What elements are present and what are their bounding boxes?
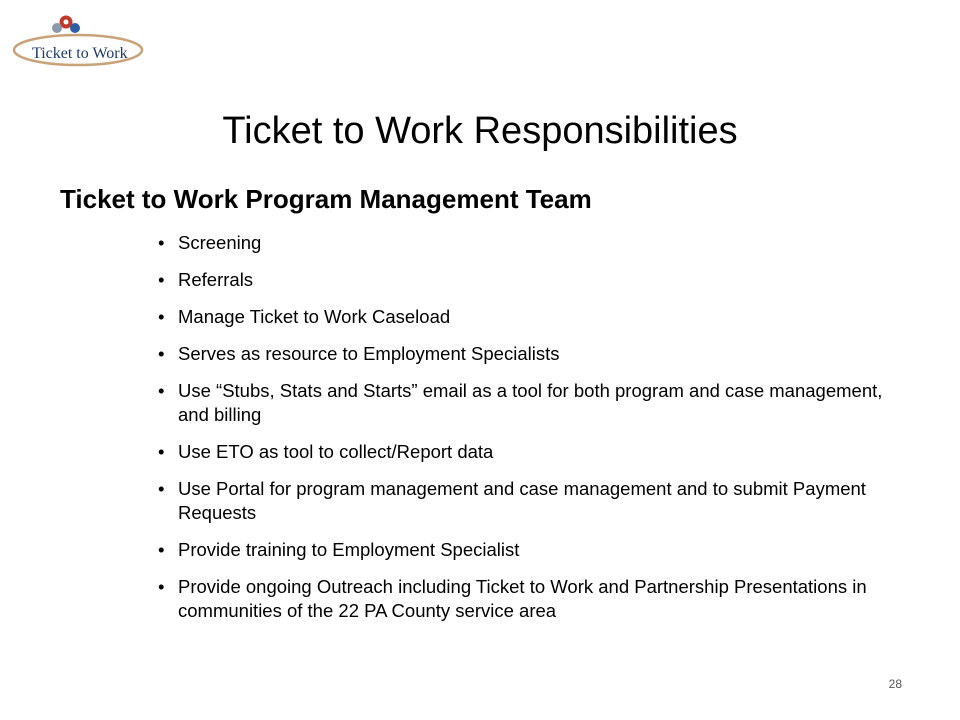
logo-circle-blue-icon: [70, 23, 80, 33]
list-item: • Provide ongoing Outreach including Ticket to Work and Partnership Presentations in communities of the 22 PA County service area: [178, 575, 908, 623]
list-item: • Manage Ticket to Work Caseload: [178, 305, 908, 329]
list-item: • Provide training to Employment Specialist: [178, 538, 908, 562]
logo-circle-gray-icon: [52, 23, 62, 33]
slide-title: Ticket to Work Responsibilities: [222, 110, 738, 152]
list-item: • Screening: [178, 231, 908, 255]
list-item: • Use ETO as tool to collect/Report data: [178, 440, 908, 464]
responsibilities-list: [178, 231, 908, 636]
page-number: 28: [888, 677, 902, 691]
logo-text: Ticket to Work: [32, 45, 128, 62]
list-item: • Serves as resource to Employment Specialists: [178, 342, 908, 366]
ticket-to-work-logo: [10, 8, 160, 68]
logo-circle-center-icon: [64, 20, 69, 25]
list-item: • Use “Stubs, Stats and Starts” email as a tool for both program and case management, and billing: [178, 379, 908, 427]
list-item: • Referrals: [178, 268, 908, 292]
list-item: • Use Portal for program management and case management and to submit Payment Requests: [178, 477, 908, 525]
section-subtitle: Ticket to Work Program Management Team: [60, 184, 592, 214]
